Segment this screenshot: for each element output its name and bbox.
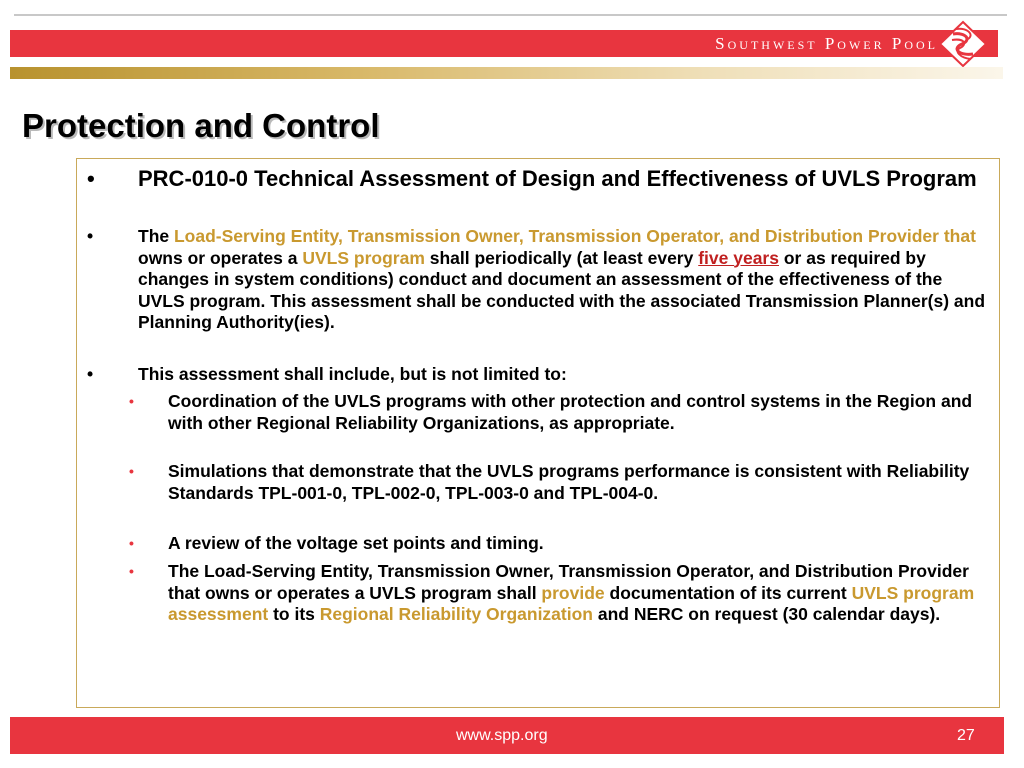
sub-bullet-coordination (129, 391, 993, 434)
sub-bullet-text: documentation of its current (604, 582, 852, 603)
highlight-rro: Regional Reliability Organization (319, 604, 593, 624)
slide-title: Protection and Control (22, 107, 380, 144)
sub-bullet-simulations (129, 461, 993, 504)
bullet-prc-010 (87, 166, 993, 192)
sub-bullet-documentation (129, 561, 993, 626)
sub-bullet-text: A review of the voltage set points and timing. (168, 533, 544, 553)
sub-bullet-text: to its (268, 604, 320, 624)
bullet-assessment-requirement (87, 226, 993, 334)
highlight-entities: Load-Serving Entity, Transmission Owner, Transmission Operator, and Distribution Provider that (173, 226, 976, 246)
sub-bullet-dot-icon: • (129, 535, 134, 551)
bullet-text: The (138, 226, 174, 246)
bullet-text: shall periodically (at least every (424, 247, 699, 268)
page-number: 27 (957, 727, 975, 744)
brand-name: Southwest Power Pool (715, 34, 938, 53)
highlight-uvls-assessment: UVLS program assessment (168, 582, 975, 624)
link-five-years[interactable]: five years (698, 247, 779, 268)
bullet-assessment-includes (87, 364, 993, 386)
sub-bullet-text: and NERC on request (30 calendar days). (592, 604, 941, 624)
sub-bullet-dot-icon: • (129, 463, 134, 479)
bullet-text: PRC-010-0 Technical Assessment of Design and Effectiveness of UVLS Program (138, 166, 977, 191)
bullet-text: This assessment shall include, but is not limited to: (138, 364, 567, 384)
bullet-dot-icon: • (87, 364, 94, 384)
sub-bullet-dot-icon: • (129, 393, 134, 409)
sub-bullet-dot-icon: • (129, 563, 134, 579)
bullet-dot-icon: • (87, 226, 94, 246)
footer-website[interactable]: www.spp.org (456, 727, 548, 744)
gold-accent-bar (10, 67, 1003, 79)
highlight-uvls-program: UVLS program (302, 247, 425, 268)
sub-bullet-text: The Load-Serving Entity, Transmission Owner, Transmission Operator, and Distribution Provider that owns or operates a UVLS program shall (168, 561, 969, 603)
bullet-text: or as required by changes in system conditions) conduct and document an assessment of the effectiveness of the UVLS program. This assessment shall be conducted with the associated Transmission Planner(s) and Planning Authority(ies). (138, 247, 986, 332)
bullet-text: owns or operates a (138, 247, 303, 268)
bullet-dot-icon: • (87, 166, 95, 191)
highlight-provide: provide (541, 582, 605, 603)
sub-bullet-text: Simulations that demonstrate that the UVLS programs performance is consistent with Reliability Standards TPL-001-0, TPL-002-0, TPL-003-0 and TPL-004-0. (168, 461, 970, 503)
top-divider (14, 14, 1007, 16)
spp-logo-icon (938, 20, 988, 68)
sub-bullet-review (129, 533, 993, 555)
sub-bullet-text: Coordination of the UVLS programs with other protection and control systems in the Region and with other Regional Reliability Organizations, as appropriate. (168, 391, 973, 433)
